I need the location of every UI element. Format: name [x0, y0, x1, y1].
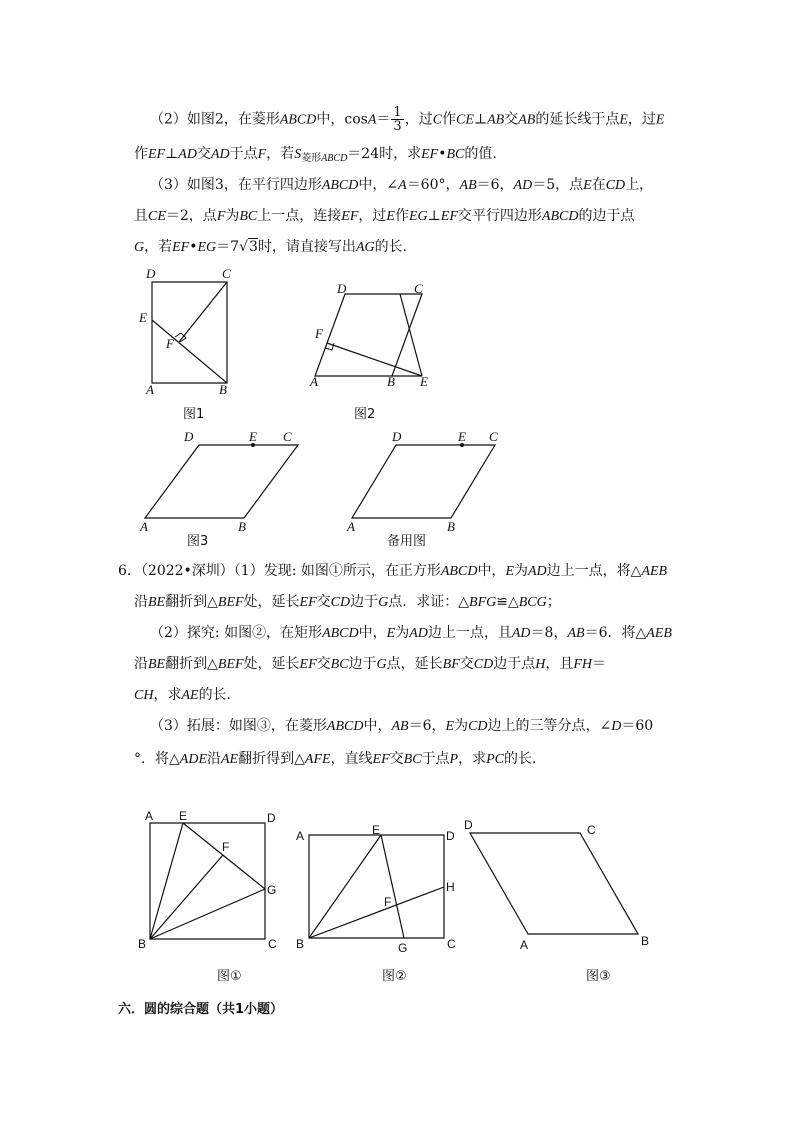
figure-spare — [347, 440, 517, 520]
figB-segment-BE — [309, 835, 381, 938]
fig3-label-A: A — [140, 519, 148, 534]
sqrt-sign: √ — [239, 239, 249, 255]
spare-label-B: B — [447, 519, 455, 534]
figA-segment-BE — [150, 823, 183, 939]
figA-label-F: F — [222, 840, 230, 854]
spare-parallelogram — [352, 445, 495, 518]
figA-square — [150, 823, 265, 939]
q5-p3-line2: 且CE＝2，点F为BC上一点，连接EF，过E作EG⊥EF交平行四边形ABCD的边于点 — [134, 208, 635, 224]
figB-label-A: A — [296, 829, 305, 843]
fig1-label-C: C — [222, 266, 231, 281]
q6-p2-line1: （2）探究: 如图②，在矩形ABCD中，E为AD边上一点，且AD＝8，AB＝6．将△AEB — [150, 625, 672, 641]
fig2-label-C: C — [414, 281, 423, 296]
figB-label-F: F — [384, 895, 392, 909]
figB-segment-BH — [309, 887, 444, 938]
q5-p3-line3: G，若EF•EG＝7√3时，请直接写出AG的长. — [134, 239, 408, 255]
spare-label-A: A — [347, 519, 355, 534]
fig3-parallelogram — [145, 445, 298, 518]
fig2-caption: 图2 — [354, 407, 376, 422]
q5-p2-line1: （2）如图2，在菱形ABCD中，cosA＝ $\frac{1}{3}$ ，过C作CE⊥AB交AB的延长线于点E，过E — [150, 105, 665, 134]
figure-circled-3 — [465, 828, 645, 938]
fig1-label-D: D — [146, 266, 156, 281]
fig3-label-B: B — [238, 519, 246, 534]
figB-label-D: D — [446, 829, 455, 843]
q6-p3-line1: （3）拓展：如图③，在菱形ABCD中，AB＝6，E为CD边上的三等分点，∠D＝60 — [150, 718, 654, 734]
q6-p2-line3: CH，求AE的长． — [134, 687, 241, 703]
fig2-segment-CE — [400, 294, 422, 376]
figA-label-E: E — [179, 809, 188, 823]
fig1-caption: 图1 — [183, 407, 205, 422]
spare-label-E: E — [458, 429, 466, 444]
fig3-caption: 图3 — [187, 534, 209, 549]
figB-rectangle — [309, 835, 444, 938]
q6-p3-line2: °．将△ADE沿AE翻折得到△AFE，直线EF交BC于点P，求PC的长． — [134, 751, 546, 767]
spare-label-C: C — [489, 429, 498, 444]
figure-2 — [305, 280, 435, 390]
figA-label-C: C — [268, 937, 277, 951]
figA-segment-BG — [150, 889, 265, 939]
figB-caption: 图② — [382, 969, 407, 984]
fig2-segment-EF — [327, 343, 422, 376]
figA-label-D: D — [267, 811, 276, 825]
fig1-segment-CF — [179, 282, 227, 342]
fraction-one-third: $\frac{1}{3}$ — [393, 105, 402, 134]
spare-label-D: D — [392, 429, 402, 444]
q5-p3-line1: （3）如图3，在平行四边形ABCD中，∠A＝60°，AB＝6，AD＝5，点E在CD上， — [150, 177, 654, 193]
fig3-label-D: D — [184, 429, 194, 444]
figA-label-B: B — [138, 937, 147, 951]
fig1-label-F: F — [166, 336, 174, 351]
figA-label-A: A — [145, 809, 154, 823]
q5-p2-line2: 作EF⊥AD交AD于点F，若$S_{菱形ABCD}=24$时，求EF•BC的值. — [134, 146, 497, 164]
fig2-rhombus — [315, 294, 422, 376]
figC-rhombus — [470, 833, 638, 934]
q6-p2-line2: 沿BE翻折到△BEF处，延长EF交BC边于G点，延长BF交CD边于点H，且FH＝ — [134, 656, 607, 672]
figB-label-H: H — [446, 880, 455, 894]
figure-circled-2 — [305, 830, 450, 945]
fig2-label-F: F — [315, 326, 323, 341]
figC-label-C: C — [587, 823, 596, 837]
fig1-label-B: B — [219, 382, 227, 397]
figure-circled-1 — [145, 818, 275, 948]
fig3-label-E: E — [249, 429, 257, 444]
figC-caption: 图③ — [586, 969, 611, 984]
figB-label-G: G — [398, 941, 408, 955]
q6-stem-line2: 沿BE翻折到△BEF处，延长EF交CD边于G点．求证：△BFG≌△BCG； — [134, 594, 561, 610]
figB-label-E: E — [372, 823, 381, 837]
figure-3 — [140, 440, 310, 520]
figB-label-B: B — [296, 937, 305, 951]
fig1-rectangle — [152, 282, 227, 383]
figC-label-D: D — [464, 818, 473, 832]
figA-caption: 图① — [217, 969, 242, 984]
fig3-label-C: C — [283, 429, 292, 444]
fig1-label-E: E — [139, 310, 147, 325]
spare-caption: 备用图 — [387, 534, 427, 549]
section-6-heading: 六．圆的综合题（共1小题） — [118, 1002, 284, 1017]
fig1-label-A: A — [146, 382, 154, 397]
figB-segment-EG — [381, 835, 404, 938]
figA-segment-BF — [150, 855, 223, 939]
q6-stem-line1: 6．（2022•深圳）（1）发现: 如图①所示，在正方形ABCD中，E为AD边上一点，将△AEB — [118, 563, 668, 579]
figC-label-A: A — [520, 938, 529, 952]
figC-label-B: B — [641, 934, 650, 948]
figA-label-G: G — [267, 883, 277, 897]
fig2-label-A: A — [310, 374, 318, 389]
figB-label-C: C — [447, 937, 456, 951]
fig2-label-D: D — [337, 281, 347, 296]
figA-segment-EG — [183, 823, 265, 889]
fig2-label-B: B — [387, 374, 395, 389]
figure-1 — [140, 270, 250, 400]
fig2-label-E: E — [420, 374, 428, 389]
